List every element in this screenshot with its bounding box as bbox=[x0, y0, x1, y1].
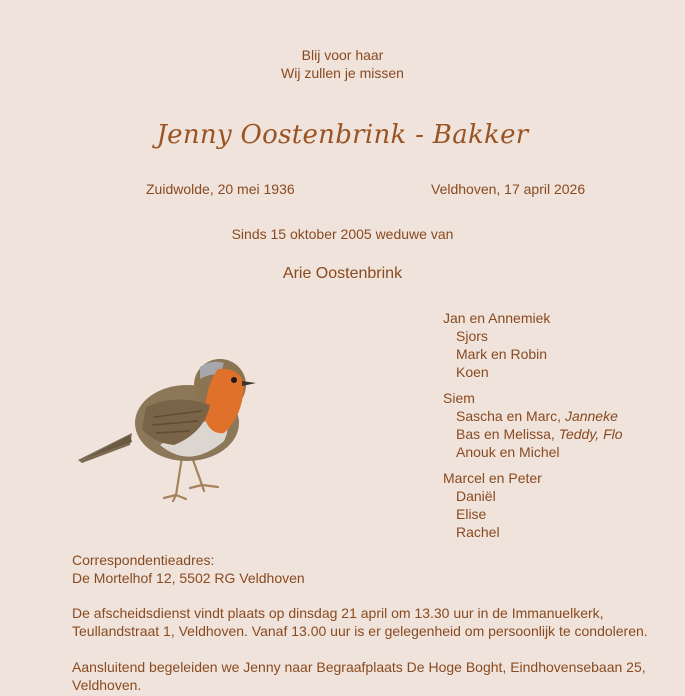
family-child: Rachel bbox=[456, 524, 500, 540]
motto-line-2: Wij zullen je missen bbox=[281, 65, 404, 81]
family-parents: Marcel en Peter bbox=[443, 470, 542, 486]
family-child: Sjors bbox=[456, 328, 488, 344]
death-date-place: Veldhoven, 17 april 2026 bbox=[431, 181, 586, 197]
service-info: De afscheidsdienst vindt plaats op dinsdag 21 april om 13.30 uur in de Immanuelkerk, Teullandstraat 1, Veldhoven. Vanaf 13.00 uur is er gelegenheid om persoonlijk te condoleren. bbox=[72, 605, 648, 639]
family-group bbox=[443, 469, 623, 541]
family-child: Elise bbox=[456, 506, 487, 522]
family-child: Mark en Robin bbox=[456, 346, 548, 362]
family-child: Anouk en Michel bbox=[456, 444, 560, 460]
correspondence-street: De Mortelhof 12, 5502 RG Veldhoven bbox=[72, 570, 305, 586]
family-child: Koen bbox=[456, 364, 489, 380]
family-child: Daniël bbox=[456, 488, 496, 504]
family-group bbox=[443, 389, 623, 461]
burial-info: Aansluitend begeleiden we Jenny naar Begraafplaats De Hoge Boght, Eindhovensebaan 25, Veldhoven. bbox=[72, 659, 646, 693]
motto-line-1: Blij voor haar bbox=[301, 47, 384, 63]
family-child: Sascha en Marc, Janneke bbox=[456, 408, 618, 424]
widow-line: Sinds 15 oktober 2005 weduwe van bbox=[231, 226, 454, 242]
husband-name: Arie Oostenbrink bbox=[282, 265, 403, 282]
correspondence-label: Correspondentieadres: bbox=[72, 552, 215, 568]
deceased-name: Jenny Oostenbrink - Bakker bbox=[156, 120, 529, 150]
family-parents: Siem bbox=[443, 390, 475, 406]
birth-date-place: Zuidwolde, 20 mei 1936 bbox=[146, 181, 295, 197]
robin-bird-illustration bbox=[72, 345, 262, 510]
motto bbox=[0, 46, 685, 82]
family-child: Bas en Melissa, Teddy, Flo bbox=[456, 426, 623, 442]
family-group bbox=[443, 309, 623, 381]
family-parents: Jan en Annemiek bbox=[443, 310, 551, 326]
robin-icon bbox=[72, 345, 262, 510]
correspondence-address bbox=[72, 551, 662, 587]
family-list bbox=[443, 309, 623, 549]
